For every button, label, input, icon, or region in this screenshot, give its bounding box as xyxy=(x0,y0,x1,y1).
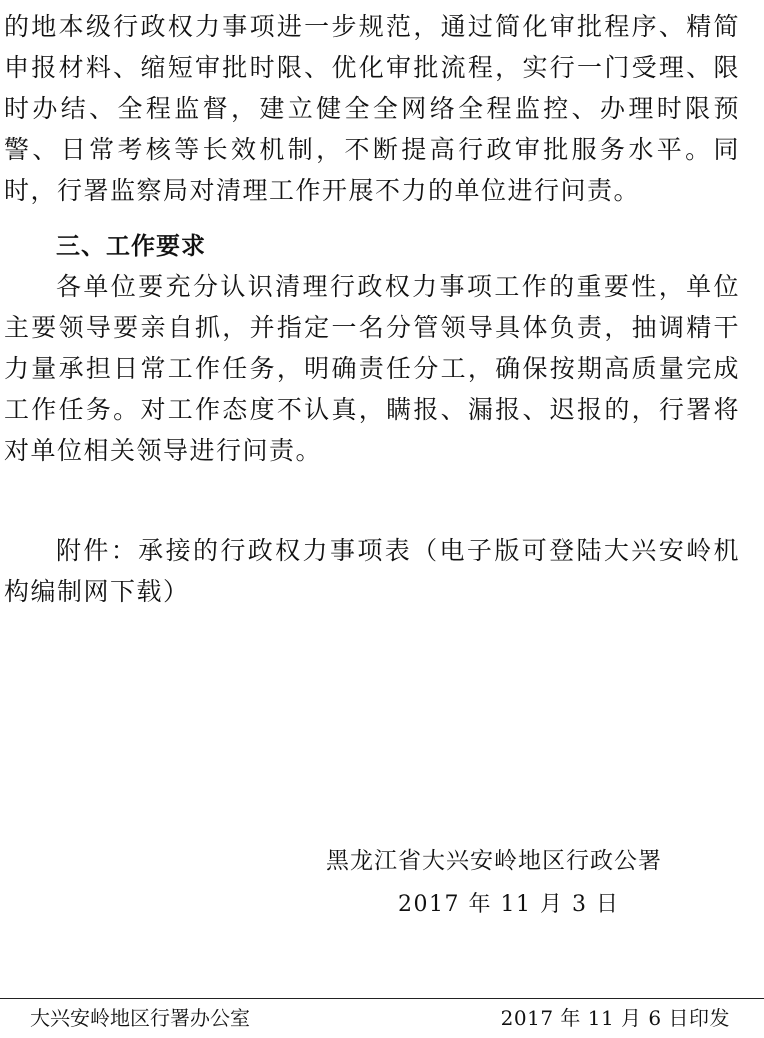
body-paragraph-continued: 的地本级行政权力事项进一步规范，通过简化审批程序、精简申报材料、缩短审批时限、优化审批流程，实行一门受理、限时办结、全程监督，建立健全全网络全程监控、办理时限预警、日常考核等长效机制，不断提高行政审批服务水平。同时，行署监察局对清理工作开展不力的单位进行问责。 xyxy=(4,12,740,205)
footer-office: 大兴安岭地区行署办公室 xyxy=(30,1006,250,1030)
signature-date: 2017 年 11 月 3 日 xyxy=(398,892,620,917)
issuer-signature: 黑龙江省大兴安岭地区行政公署 xyxy=(326,848,662,874)
body-paragraph-requirements: 各单位要充分认识清理行政权力事项工作的重要性，单位主要领导要亲自抓，并指定一名分管领导具体负责，抽调精干力量承担日常工作任务，明确责任分工，确保按期高质量完成工作任务。对工作态度不认真，瞒报、漏报、迟报的，行署将对单位相关领导进行问责。 xyxy=(4,272,740,465)
footer-divider xyxy=(0,998,764,999)
section-heading-work-requirements: 三、工作要求 xyxy=(56,232,206,260)
footer-print-date: 2017 年 11 月 6 日印发 xyxy=(500,1006,730,1030)
attachment-note: 附件：承接的行政权力事项表（电子版可登陆大兴安岭机构编制网下载） xyxy=(4,536,740,606)
